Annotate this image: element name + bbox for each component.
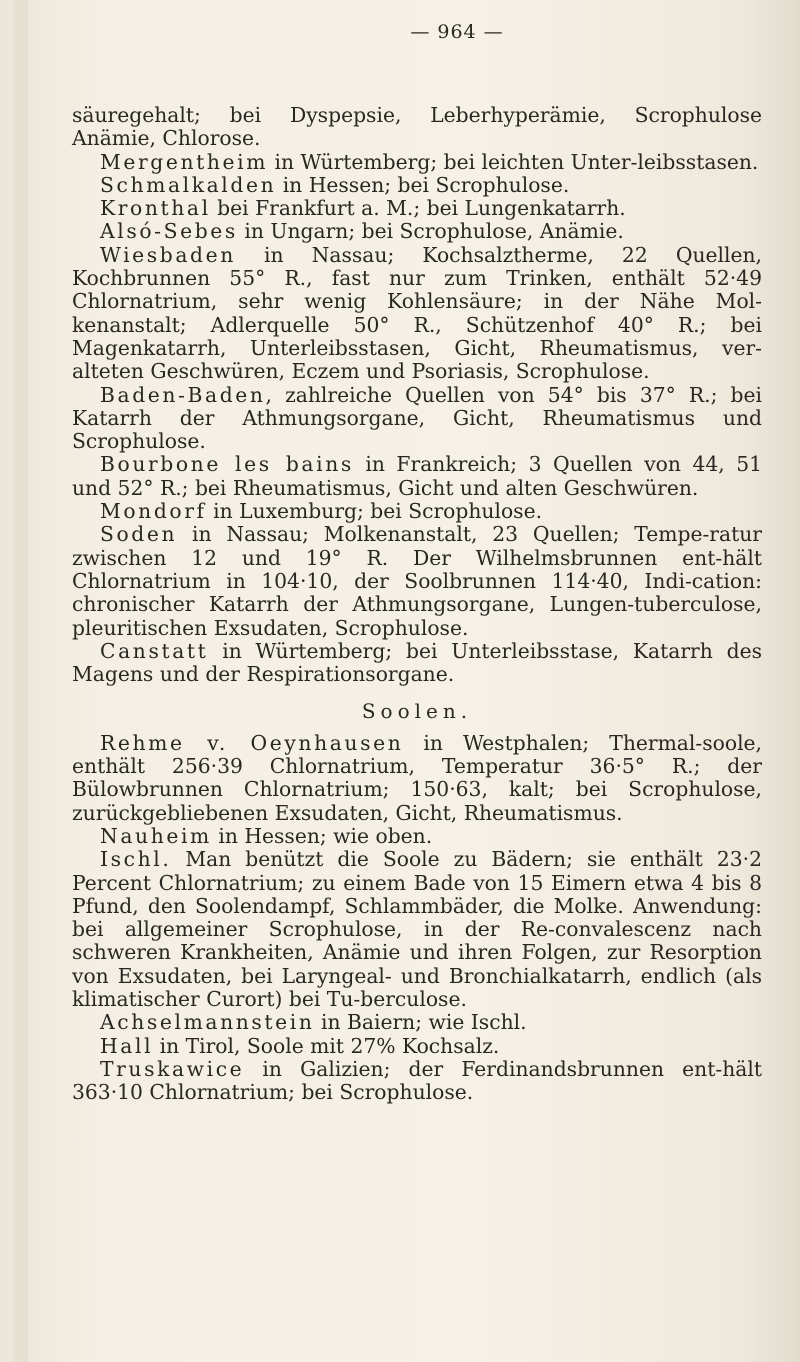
paragraph xyxy=(72,523,762,639)
place-name: Wiesbaden xyxy=(100,242,236,267)
brine-list-block xyxy=(72,732,762,1105)
page-edge-shadow xyxy=(14,0,28,1362)
paragraph-text: in Würtemberg; bei Unterleibsstase, Katarrh des Magens und der Respirationsorgane. xyxy=(72,638,762,687)
place-name: Mondorf xyxy=(100,499,207,524)
paragraph-text: in Ungarn; bei Scrophulose, Anämie. xyxy=(237,219,624,244)
place-name: Truskawice xyxy=(100,1056,245,1081)
place-name: Rehme v. Oeynhausen xyxy=(100,730,404,755)
place-name: Nauheim xyxy=(100,823,212,848)
place-name: Kronthal xyxy=(100,196,211,221)
paragraph xyxy=(72,1035,762,1058)
place-name: Hall xyxy=(100,1033,154,1058)
place-name: Soden xyxy=(100,522,178,547)
paragraph xyxy=(72,732,762,825)
place-name: Bourbone les bains xyxy=(100,452,354,477)
place-name: Ischl. xyxy=(100,847,172,872)
paragraph xyxy=(72,220,762,243)
spa-list-block xyxy=(72,104,762,686)
place-name: Baden-Baden xyxy=(100,382,266,407)
place-name: Schmalkalden xyxy=(100,172,277,197)
paragraph-text: säuregehalt; bei Dyspepsie, Leberhyperämie, Scrophulose Anämie, Chlorose. xyxy=(72,103,762,151)
paragraph xyxy=(72,244,762,384)
place-name: Canstatt xyxy=(100,638,209,663)
paragraph xyxy=(72,1011,762,1034)
paragraph-text: Man benützt die Soole zu Bädern; sie enthält 23·2 Percent Chlornatrium; zu einem Bade von 15 Eimern etwa 4 bis 8 Pfund, den Soolendampf, Schlammbäder, die Molke. Anwendung: bei allgemeiner Scrophulose, in der Re-convalescenz nach schweren Krankheiten, Anämie und ihren Folgen, zur Resorption von Exsudaten, bei Laryngeal- und Bronchialkatarrh, endlich (als klimatischer Curort) bei Tu-berculose. xyxy=(72,847,762,1011)
paragraph xyxy=(72,640,762,687)
paragraph xyxy=(72,384,762,454)
paragraph-text: in Nassau; Kochsalztherme, 22 Quellen, Kochbrunnen 55° R., fast nur zum Trinken, enthält 52·49 Chlornatrium, sehr wenig Kohlensäure; in der Nähe Mol-kenanstalt; Adlerquelle 50° R., Schützenhof 40° R.; bei Magenkatarrh, Unterleibsstasen, Gicht, Rheumatismus, ver-alteten Geschwüren, Eczem und Psoriasis, Scrophulose. xyxy=(72,242,762,384)
paragraph-text: in Hessen; wie oben. xyxy=(211,823,433,848)
paragraph-text: , zahlreiche Quellen von 54° bis 37° R.; bei Katarrh der Athmungsorgane, Gicht, Rheumatismus und Scrophulose. xyxy=(72,382,762,454)
paragraph-text: in Baiern; wie Ischl. xyxy=(314,1010,527,1035)
paragraph xyxy=(72,825,762,848)
page-number: — 964 — xyxy=(410,21,504,43)
place-name: Achselmannstein xyxy=(100,1010,315,1035)
body-text xyxy=(72,104,762,1104)
paragraph xyxy=(72,1058,762,1105)
paragraph-text: in Galizien; der Ferdinandsbrunnen ent-hält 363·10 Chlornatrium; bei Scrophulose. xyxy=(72,1056,762,1105)
paragraph xyxy=(72,104,762,151)
place-name: Mergentheim xyxy=(100,149,269,174)
paragraph xyxy=(72,848,762,1011)
paragraph-text: in Tirol, Soole mit 27% Kochsalz. xyxy=(153,1033,500,1058)
paragraph xyxy=(72,151,762,174)
paragraph xyxy=(72,453,762,500)
paragraph xyxy=(72,197,762,220)
paragraph xyxy=(72,500,762,523)
paragraph-text: in Nassau; Molkenanstalt, 23 Quellen; Tempe-ratur zwischen 12 und 19° R. Der Wilhelmsbrunnen ent-hält Chlornatrium in 104·10, der Soolbrunnen 114·40, Indi-cation: chronischer Katarrh der Athmungsorgane, Lungen-tuberculose, pleuritischen Exsudaten, Scrophulose. xyxy=(72,522,762,640)
paragraph xyxy=(72,174,762,197)
paragraph-text: in Würtemberg; bei leichten Unter-leibsstasen. xyxy=(268,149,759,174)
paragraph-text: in Hessen; bei Scrophulose. xyxy=(276,172,570,197)
place-name: Alsó-Sebes xyxy=(100,219,238,244)
paragraph-text: in Luxemburg; bei Scrophulose. xyxy=(206,499,543,524)
paragraph-text: bei Frankfurt a. M.; bei Lungenkatarrh. xyxy=(210,196,626,221)
paragraph-text: in Westphalen; Thermal-soole, enthält 256·39 Chlornatrium, Temperatur 36·5° R.; der Bülowbrunnen Chlornatrium; 150·63, kalt; bei Scrophulose, zurückgebliebenen Exsudaten, Gicht, Rheumatismus. xyxy=(72,730,763,825)
paragraph-text: in Frankreich; 3 Quellen von 44, 51 und 52° R.; bei Rheumatismus, Gicht und alten Geschwüren. xyxy=(72,452,763,500)
section-heading: Soolen. xyxy=(361,699,473,724)
text-column xyxy=(72,0,762,1104)
